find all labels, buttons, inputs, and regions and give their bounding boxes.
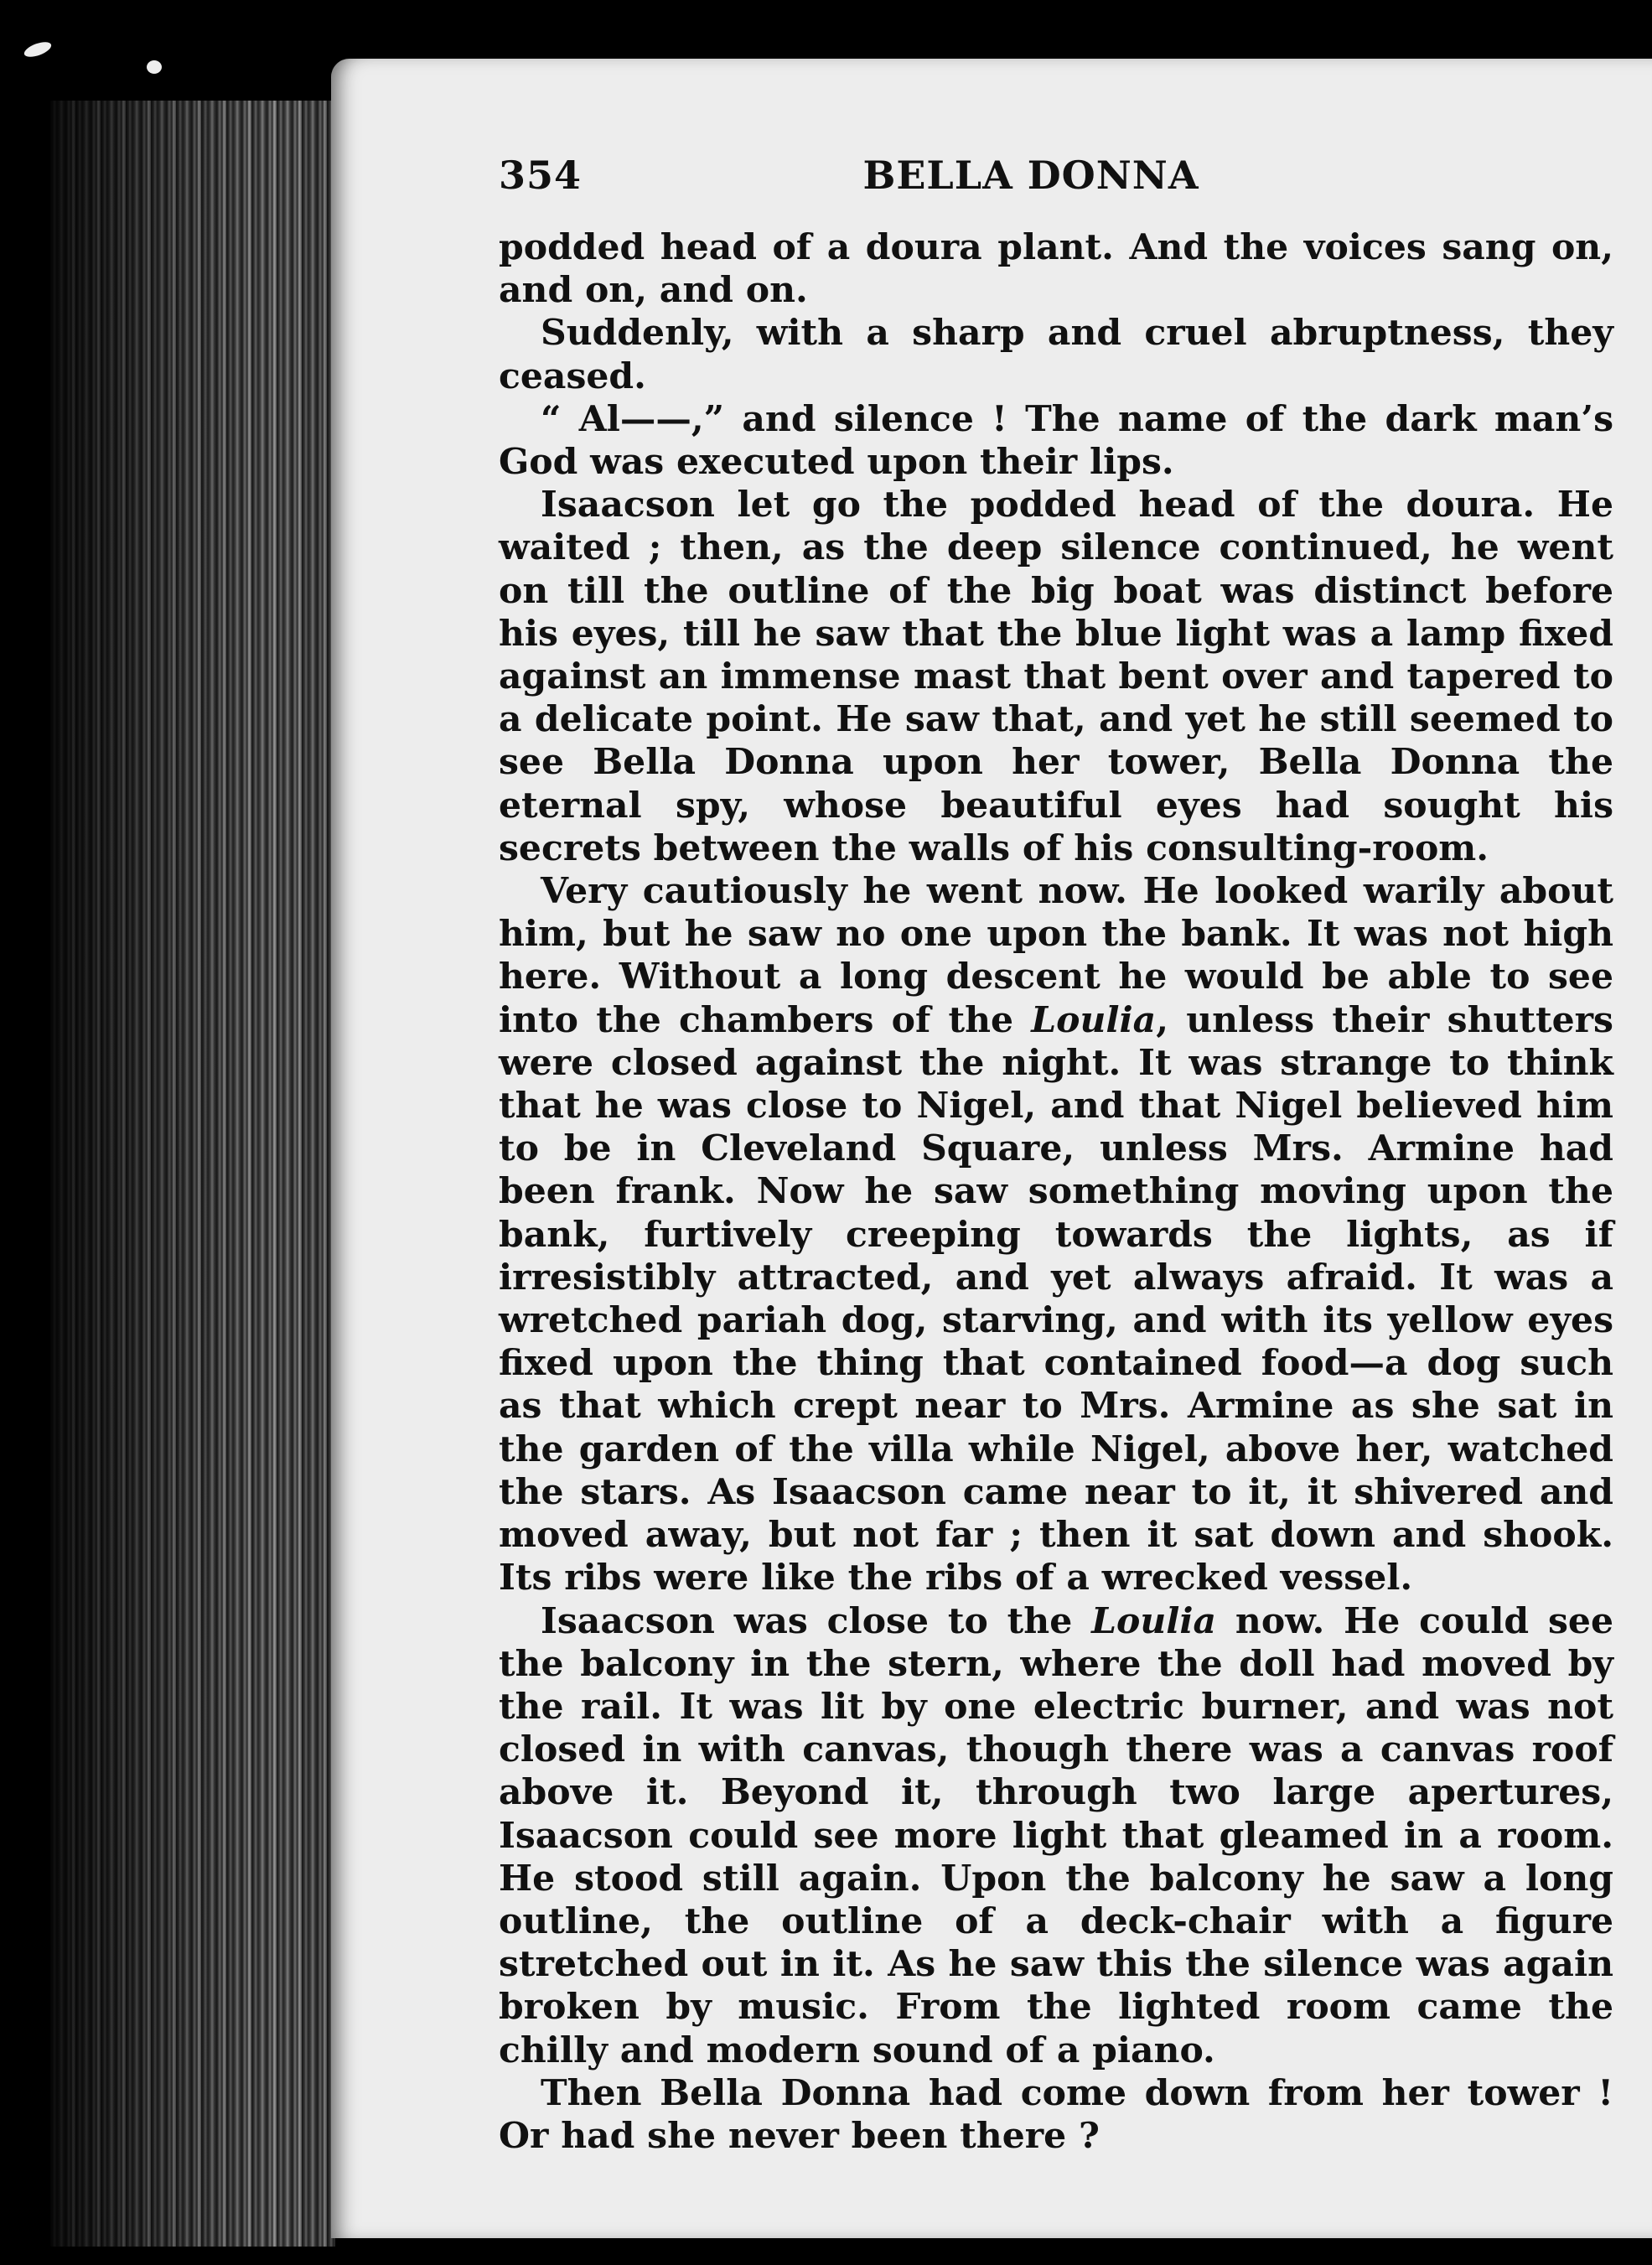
paragraph-text: podded head of a doura plant. And the voices sang on, and on, and on. xyxy=(499,226,1613,312)
paragraph-text: Then Bella Donna had come down from her tower ! Or had she never been there ? xyxy=(499,2071,1613,2157)
paragraph xyxy=(499,2072,1613,2158)
paragraph xyxy=(499,484,1613,870)
page-edges-shadow xyxy=(50,101,335,2247)
italic-text: Loulia xyxy=(1091,1599,1217,1642)
paragraph xyxy=(499,870,1613,1599)
paragraph xyxy=(499,398,1613,484)
paragraph-text: now. He could see the balcony in the stern, where the doll had moved by the rail. It was lit by one electric burner, and was not closed in with canvas, though there was a canvas roof above it. Beyond it, through two large apertures, Isaacson could see more light that gleamed in a room. He stood still again. Upon the balcony he saw a long outline, the outline of a deck-chair with a figure stretched out in it. As he saw this the silence was again broken by music. From the lighted room came the chilly and modern sound of a piano. xyxy=(499,1599,1613,2071)
body-text xyxy=(499,226,1613,2158)
paragraph-text: Isaacson let go the podded head of the doura. He waited ; then, as the deep silence continued, he went on till the outline of the big boat was distinct before his eyes, till he saw that the blue light was a lamp fixed against an immense mast that bent over and tapered to a delicate point. He saw that, and yet he still seemed to see Bella Donna upon her tower, Bella Donna the eternal spy, whose beautiful eyes had sought his secrets between the walls of his consulting-room. xyxy=(499,484,1613,869)
page-number: 354 xyxy=(499,153,583,198)
paragraph xyxy=(499,226,1613,312)
paragraph xyxy=(499,1600,1613,2072)
paragraph xyxy=(499,312,1613,397)
paragraph-text: Very cautiously he went now. He looked warily about him, but he saw no one upon the bank. It was not high here. Without a long descent he would be able to see into the chambers of the xyxy=(499,870,1613,1041)
book-page xyxy=(331,59,1652,2238)
scan-speck xyxy=(147,60,162,74)
running-title: BELLA DONNA xyxy=(862,153,1199,198)
page-header xyxy=(499,153,1563,228)
paragraph-text: Isaacson was close to the xyxy=(541,1599,1092,1642)
paragraph-text: Suddenly, with a sharp and cruel abruptness, they ceased. xyxy=(499,312,1613,397)
paragraph-text: , unless their shutters were closed against the night. It was strange to think that he was close to Nigel, and that Nigel believed him to be in Cleveland Square, unless Mrs. Armine had been frank. Now he saw something moving upon the bank, furtively creeping towards the lights, as if irresistibly attracted, and yet always afraid. It was a wretched pariah dog, starving, and with its yellow eyes fixed upon the thing that contained food—a dog such as that which crept near to Mrs. Armine as she sat in the garden of the villa while Nigel, above her, watched the stars. As Isaacson came near to it, it shivered and moved away, but not far ; then it sat down and shook. Its ribs were like the ribs of a wrecked vessel. xyxy=(499,998,1613,1599)
paragraph-text: “ Al——,” and silence ! The name of the dark man’s God was executed upon their lips. xyxy=(499,397,1613,484)
italic-text: Loulia xyxy=(1031,998,1157,1041)
